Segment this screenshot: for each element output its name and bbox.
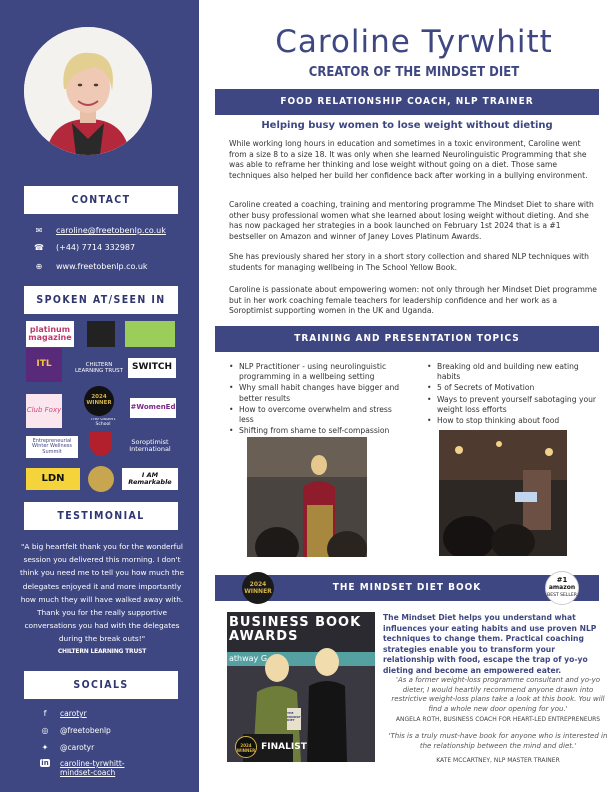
venue-text: athway G [229,654,268,663]
training-heading: TRAINING AND PRESENTATION TOPICS [215,326,599,352]
awards-banner-text: BUSINESS BOOK AWARDS [229,616,362,644]
bio-paragraph-3: She has previously shared her story in a short story collection and shared NLP techniques with students for managing wellbeing in The School Yellow Book. [229,252,589,272]
instagram-handle: @freetobenlp [60,726,111,735]
list-item: • Shifting from shame to self-compassion [229,426,407,436]
website-link[interactable] [34,262,148,271]
speaking-photo-1 [247,437,367,557]
page-title: Caroline Tyrwhitt [275,24,553,60]
awards-photo [227,612,375,762]
photo-winner-badge-label: WINNER [236,748,256,753]
testimonial-heading: TESTIMONIAL [24,502,178,530]
logo-winner-badge: 2024 WINNER [84,386,114,416]
phone-text: (+44) 7714 332987 [56,243,136,252]
logo-club-foxy: Club Foxy [26,394,62,428]
logo-chiltern: CHILTERN LEARNING TRUST [74,362,124,374]
logo-switch: SWITCH [128,358,176,378]
globe-icon: ⊕ [35,262,43,271]
bio-paragraph-1: While working long hours in education and sometimes in a toxic environment, Caroline went from a size 8 to a size 18. It was only when she learned Neurolinguistic Programming that she was able to reframe her thinking and lose weight without going on a diet. Those same techniques also helped her build her confidence back after working in a bullying environment. [229,139,588,180]
phone-icon: ☎ [34,243,44,252]
book-quote-1-source: ANGELA ROTH, BUSINESS COACH FOR HEART-LED ENTREPRENEURS [395,716,601,723]
list-item: • Why small habit changes have bigger and better results [229,383,407,403]
logo-winter-summit: Entrepreneurial Winter Wellness Summit [26,436,78,458]
twitter-link[interactable] [40,743,94,752]
book-heading: THE MINDSET DIET BOOK [215,575,599,601]
sidebar [0,0,199,792]
website-text: www.freetobenlp.co.uk [56,262,148,271]
profile-photo [24,27,152,155]
logo-platinum: platinum magazine [26,321,74,347]
contact-heading: CONTACT [24,186,178,214]
instagram-link[interactable] [40,726,111,735]
logo-itl: ITL [26,348,62,382]
photo-winner-badge-year: 2024 [240,743,252,748]
logo-womened: #WomenEd [130,398,176,418]
testimonial-text: "A big heartfelt thank you for the wonderful session you delivered this morning. I don't think you need me to tell you how much the delegates enjoyed it and more importantly how much they will have walked away with. Thank you for the really supportive conversations you had with the delegates during the break outs!" [19,542,185,644]
spoken-at-heading: SPOKEN AT/SEEN IN [24,286,178,314]
shield-icon [90,432,112,456]
email-link[interactable] [34,226,166,235]
list-item: • How to overcome overwhelm and stress less [229,405,407,425]
logo-gold-circle [88,466,114,492]
amazon-label: amazon [548,584,576,591]
book-quote-1: 'As a former weight-loss programme consultant and yo-yo dieter, I would heartily recommend anyone drawn into restrictive weight-loss plans take a look at this book. You will find a whole new door opening for you.' [391,676,605,713]
email-icon: ✉ [35,226,43,235]
facebook-icon: f [43,709,47,718]
linkedin-link[interactable] [40,759,150,777]
book-quote-2: 'This is a truly must-have book for anyone who is interested in the relationship between the mind and diet.' [388,732,608,750]
tagline: Helping busy women to lose weight without dieting [261,120,553,131]
facebook-handle: carotyr [60,709,87,718]
bestseller-label: BEST SELLER [547,593,577,598]
linkedin-handle: caroline-tyrwhitt-mindset-coach [60,759,125,777]
list-item: • 5 of Secrets of Motivation [427,383,599,393]
coach-heading: FOOD RELATIONSHIP COACH, NLP TRAINER [215,89,599,115]
instagram-icon: ◎ [41,726,49,735]
facebook-link[interactable] [40,709,87,718]
topics-left-list [229,362,407,437]
logo-i-am-remarkable: I AM Remarkable [122,468,178,490]
photo-winner-badge [235,736,257,758]
finalist-sign: FINALIST [261,742,307,752]
list-item: • Breaking old and building new eating habits [427,362,599,382]
logo-ldn: LDN [26,468,80,490]
testimonial-source: CHILTERN LEARNING TRUST [57,648,147,655]
main-content [199,0,612,792]
email-text: caroline@freetobenlp.co.uk [56,226,166,235]
winner-badge-year: 2024 [249,581,267,588]
logo-gilbert-caption: The Gilbert School [90,418,116,427]
linkedin-icon: in [41,759,49,767]
amazon-bestseller-badge [545,571,579,605]
winner-badge-label: WINNER [244,588,272,595]
amazon-rank: #1 [556,576,568,584]
socials-heading: SOCIALS [24,671,178,699]
book-intro: The Mindset Diet helps you understand what influences your eating habits and use proven NLP techniques to change them. Practical coaching strategies enable you to transform your relationship with food, escape the trap of yo-yo dieting and become an empowered eater. [383,613,597,675]
winner-badge [242,572,274,604]
phone-row [34,243,135,252]
speaking-photo-2 [439,430,567,556]
logo-badge [87,321,115,347]
twitter-icon: ✦ [41,743,49,752]
twitter-handle: @carotyr [60,743,95,752]
book-quote-2-source: KATE MCCARTNEY, NLP MASTER TRAINER [436,757,560,764]
list-item: • NLP Practitioner - using neurolinguistic programming in a wellbeing setting [229,362,407,382]
bio-paragraph-2: Caroline created a coaching, training and mentoring programme The Mindset Diet to share with other busy professional women what she learned about losing weight without dieting. And she has now packaged her strategies in a book launched on February 1st 2024 that is a #1 bestseller on Amazon and winner of Janey Loves Platinum Awards. [229,200,594,241]
book-cover-text: THE MINDSET DIET [287,711,303,722]
bio-paragraph-4: Caroline is passionate about empowering women: not only through her Mindset Diet programme but in her work coaching female teachers for leadership confidence and her work as a Soroptimist supporting women in the UK and Uganda. [229,285,597,315]
logo-soroptimist: Soroptimist International [129,438,171,453]
logo-green-screen [125,321,175,347]
topics-right-list [427,362,599,427]
page-subtitle: CREATOR OF THE MINDSET DIET [308,65,520,80]
list-item: • Ways to prevent yourself sabotaging your weight loss efforts [427,395,599,415]
list-item: • How to stop thinking about food [427,416,599,426]
